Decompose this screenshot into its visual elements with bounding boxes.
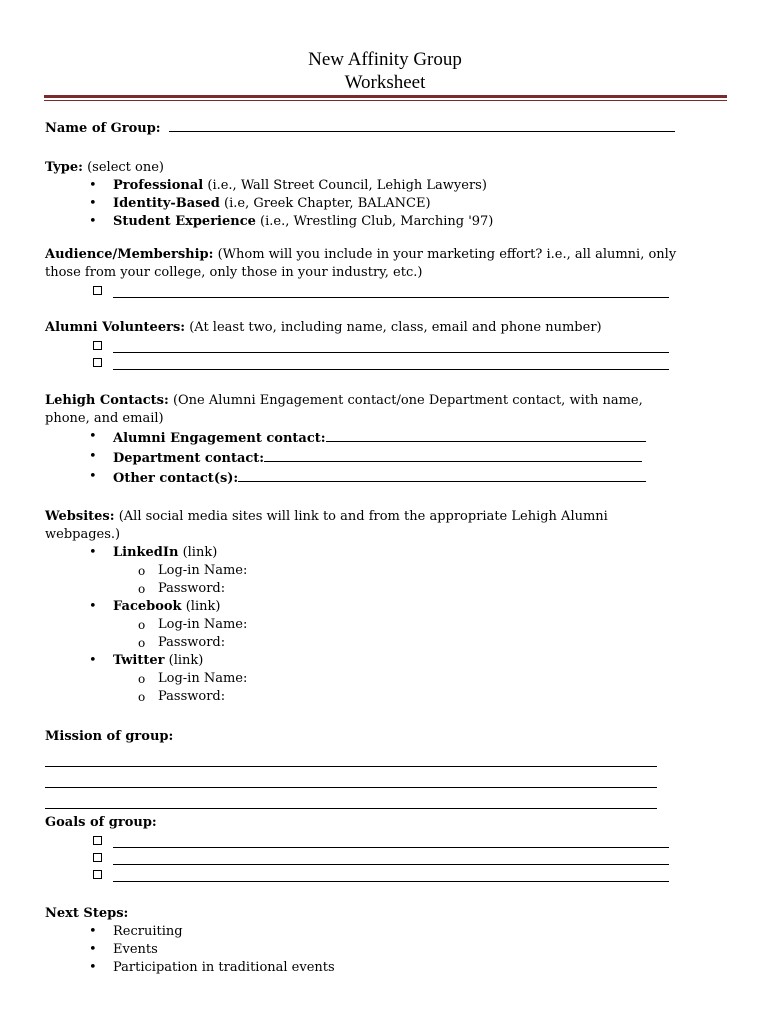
websites-label: Websites: [45,509,115,524]
audience-checkbox-row[interactable] [45,282,685,299]
volunteers-section [45,319,685,371]
contacts-hint: (One Alumni Engagement contact/one Department contact, with name, phone, and email) [45,393,643,426]
login-name-field: o Log-in Name: [45,562,685,580]
website-twitter: • Twitter (link) o Log-in Name: o Password: [45,652,685,706]
login-name-field: o Log-in Name: [45,616,685,634]
mission-line[interactable] [45,791,685,812]
mission-label: Mission of group: [45,729,174,744]
volunteer-field[interactable] [113,339,669,353]
name-of-group-label: Name of Group: [45,121,161,136]
websites-hint: (All social media sites will link to and from the appropriate Lehigh Alumni webpages.) [45,509,608,542]
website-link[interactable]: (link) [164,653,204,668]
audience-hint: (Whom will you include in your marketing effort? i.e., all alumni, only those from your college, only those in your industry, etc.) [45,247,677,280]
name-of-group-row [45,118,685,138]
login-name-field: o Log-in Name: [45,670,685,688]
goals-section [45,814,685,883]
type-options [45,177,685,231]
website-linkedin: • LinkedIn (link) o Log-in Name: o Password: [45,544,685,598]
volunteers-hint: (At least two, including name, class, email and phone number) [185,320,602,335]
audience-label: Audience/Membership: [45,247,214,262]
contact-field[interactable] [264,448,642,462]
contacts-label: Lehigh Contacts: [45,393,169,408]
contact-field[interactable] [238,468,646,482]
volunteers-label: Alumni Volunteers: [45,320,186,335]
next-step-item: • Events [45,941,685,959]
password-field: o Password: [45,580,685,598]
title-line-2: Worksheet [344,72,426,93]
audience-field[interactable] [113,284,669,298]
contact-alumni-engagement: • Alumni Engagement contact: [45,428,685,448]
contacts-section [45,392,685,488]
goal-field[interactable] [113,868,669,882]
goal-row[interactable] [45,832,685,849]
websites-list [45,544,685,706]
mission-line[interactable] [45,770,685,791]
type-label: Type: [45,160,83,175]
contact-field[interactable] [326,428,646,442]
worksheet-content [45,118,685,977]
website-link[interactable]: (link) [178,545,218,560]
next-steps-section [45,905,685,977]
checkbox-icon[interactable] [93,870,102,879]
checkbox-icon[interactable] [93,836,102,845]
website-facebook: • Facebook (link) o Log-in Name: o Password: [45,598,685,652]
type-hint: (select one) [87,160,164,175]
goal-field[interactable] [113,834,669,848]
volunteer-field[interactable] [113,356,669,370]
audience-section [45,246,685,299]
type-option-student-experience[interactable]: • Student Experience (i.e., Wrestling Club, Marching '97) [45,213,685,231]
type-option-identity-based[interactable]: • Identity-Based (i.e, Greek Chapter, BALANCE) [45,195,685,213]
page-title [0,48,770,94]
next-step-item: • Recruiting [45,923,685,941]
next-step-item: • Participation in traditional events [45,959,685,977]
mission-line[interactable] [45,749,685,770]
header-rule-thick [44,95,727,98]
mission-section [45,728,685,812]
next-steps-label: Next Steps: [45,906,129,921]
volunteer-row[interactable] [45,354,685,371]
next-steps-list [45,923,685,977]
type-option-professional[interactable]: • Professional (i.e., Wall Street Council, Lehigh Lawyers) [45,177,685,195]
password-field: o Password: [45,634,685,652]
checkbox-icon[interactable] [93,341,102,350]
goal-row[interactable] [45,849,685,866]
goal-row[interactable] [45,866,685,883]
checkbox-icon[interactable] [93,358,102,367]
website-link[interactable]: (link) [181,599,221,614]
contact-department: • Department contact: [45,448,685,468]
goal-field[interactable] [113,851,669,865]
password-field: o Password: [45,688,685,706]
header-rule-thin [44,100,727,101]
contacts-list [45,428,685,488]
volunteer-row[interactable] [45,337,685,354]
type-section [45,159,685,231]
title-line-1: New Affinity Group [308,49,462,70]
checkbox-icon[interactable] [93,853,102,862]
name-of-group-field[interactable] [169,118,675,132]
websites-section [45,508,685,706]
checkbox-icon[interactable] [93,286,102,295]
contact-other: • Other contact(s): [45,468,685,488]
goals-label: Goals of group: [45,815,157,830]
